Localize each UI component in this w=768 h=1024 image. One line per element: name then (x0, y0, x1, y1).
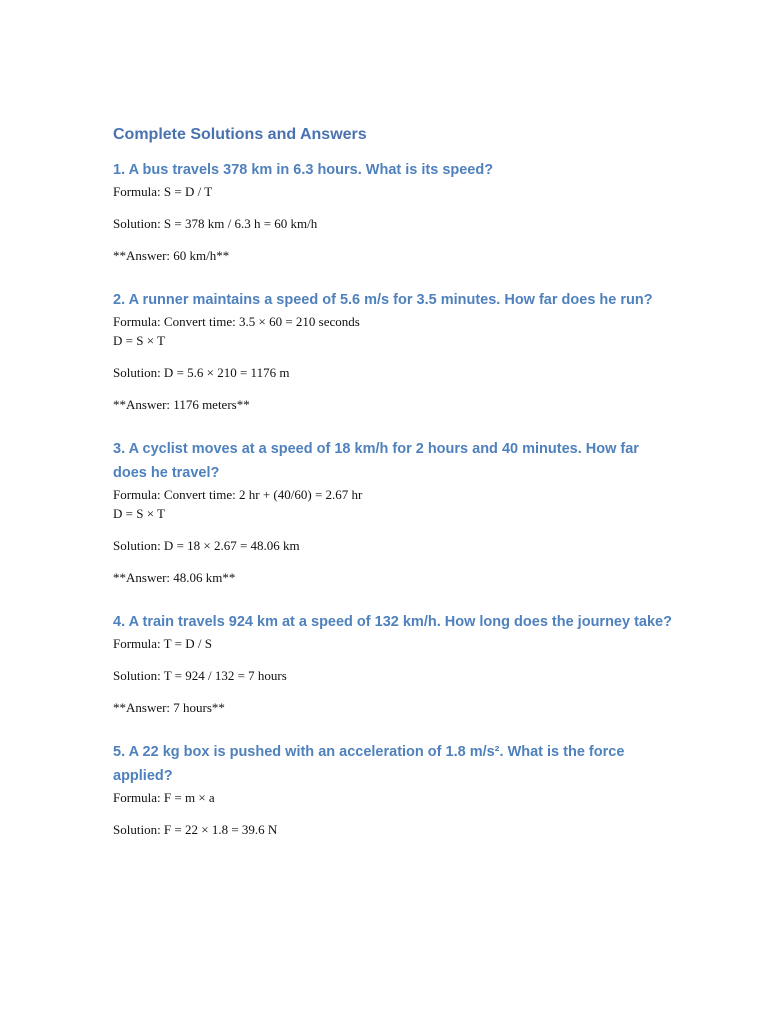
page-title: Complete Solutions and Answers (113, 126, 367, 143)
formula-line: D = S × T (113, 506, 165, 521)
spacer (113, 717, 673, 740)
document-page (113, 124, 673, 839)
solution-line: Solution: D = 18 × 2.67 = 48.06 km (113, 538, 300, 553)
question-heading: 3. A cyclist moves at a speed of 18 km/h for 2 hours and 40 minutes. How far does he travel? (113, 441, 639, 481)
spacer (113, 587, 673, 610)
problem-1 (113, 158, 673, 288)
answer-line: **Answer: 7 hours** (113, 700, 225, 715)
answer-line: **Answer: 60 km/h** (113, 248, 230, 263)
question-heading: 2. A runner maintains a speed of 5.6 m/s for 3.5 minutes. How far does he run? (113, 292, 653, 308)
formula-line: Formula: S = D / T (113, 184, 213, 199)
problem-3 (113, 437, 673, 610)
spacer (113, 653, 673, 666)
formula-line: Formula: Convert time: 3.5 × 60 = 210 seconds (113, 314, 360, 329)
spacer (113, 201, 673, 214)
solution-line: Solution: T = 924 / 132 = 7 hours (113, 668, 287, 683)
spacer (113, 807, 673, 820)
question-heading: 5. A 22 kg box is pushed with an acceleration of 1.8 m/s². What is the force applied? (113, 744, 625, 784)
problem-2 (113, 288, 673, 437)
formula-line: Formula: F = m × a (113, 790, 215, 805)
answer-line: **Answer: 48.06 km** (113, 570, 236, 585)
answer-line: **Answer: 1176 meters** (113, 397, 250, 412)
solution-line: Solution: S = 378 km / 6.3 h = 60 km/h (113, 216, 318, 231)
spacer (113, 233, 673, 246)
solution-line: Solution: F = 22 × 1.8 = 39.6 N (113, 822, 278, 837)
problem-5 (113, 740, 673, 839)
spacer (113, 382, 673, 395)
formula-line: Formula: T = D / S (113, 636, 212, 651)
solution-line: Solution: D = 5.6 × 210 = 1176 m (113, 365, 290, 380)
spacer (113, 414, 673, 437)
spacer (113, 685, 673, 698)
question-heading: 4. A train travels 924 km at a speed of 132 km/h. How long does the journey take? (113, 614, 672, 630)
formula-line: Formula: Convert time: 2 hr + (40/60) = 2.67 hr (113, 487, 363, 502)
spacer (113, 350, 673, 363)
spacer (113, 555, 673, 568)
spacer (113, 523, 673, 536)
problem-4 (113, 610, 673, 740)
question-heading: 1. A bus travels 378 km in 6.3 hours. What is its speed? (113, 162, 494, 178)
formula-line: D = S × T (113, 333, 165, 348)
spacer (113, 265, 673, 288)
